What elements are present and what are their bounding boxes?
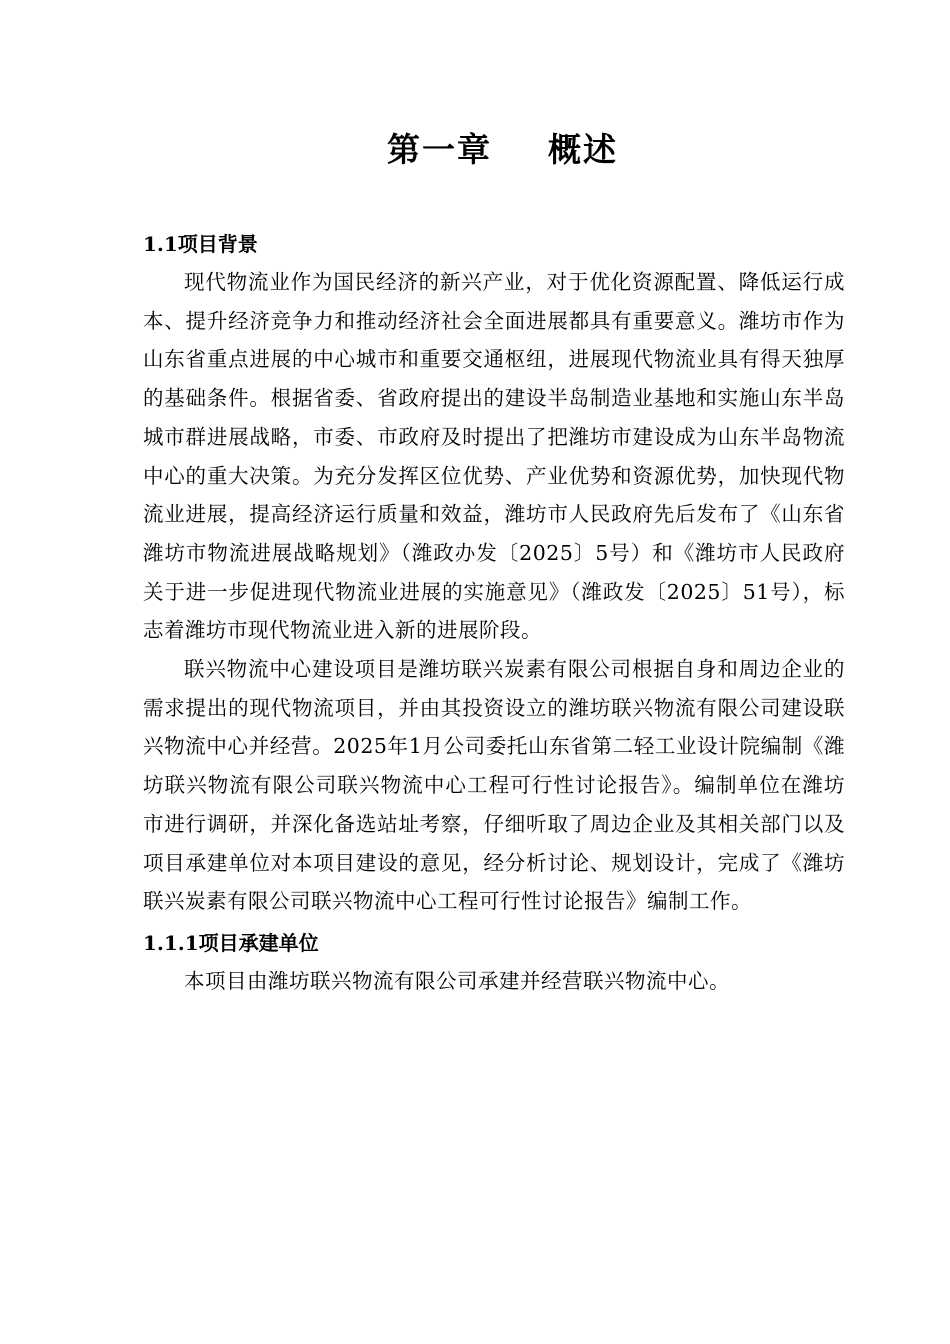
chapter-number: 第一章: [387, 130, 492, 169]
chapter-title: [0, 128, 950, 172]
document-body: [143, 226, 845, 1001]
paragraph-background-1: 现代物流业作为国民经济的新兴产业，对于优化资源配置、降低运行成本、提升经济竞争力和推动经济社会全面进展都具有重要意义。潍坊市作为山东省重点进展的中心城市和重要交通枢纽，进展现代物流业具有得天独厚的基础条件。根据省委、省政府提出的建设半岛制造业基地和实施山东半岛城市群进展战略，市委、市政府及时提出了把潍坊市建设成为山东半岛物流中心的重大决策。为充分发挥区位优势、产业优势和资源优势，加快现代物流业进展，提高经济运行质量和效益，潍坊市人民政府先后发布了《山东省潍坊市物流进展战略规划》（潍政办发〔2025〕5号）和《潍坊市人民政府关于进一步促进现代物流业进展的实施意见》（潍政发〔2025〕51号），标志着潍坊市现代物流业进入新的进展阶段。: [143, 270, 845, 643]
paragraph-contractor: 本项目由潍坊联兴物流有限公司承建并经营联兴物流中心。: [184, 968, 730, 993]
section-heading-1-1-1: 1.1.1项目承建单位: [143, 930, 319, 955]
section-heading-1-1: 1.1项目背景: [143, 232, 258, 256]
chapter-name: 概述: [548, 130, 618, 169]
paragraph-background-2: 联兴物流中心建设项目是潍坊联兴炭素有限公司根据自身和周边企业的需求提出的现代物流项目，并由其投资设立的潍坊联兴物流有限公司建设联兴物流中心并经营。2025年1月公司委托山东省第二轻工业设计院编制《潍坊联兴物流有限公司联兴物流中心工程可行性讨论报告》。编制单位在潍坊市进行调研，并深化备选站址考察，仔细听取了周边企业及其相关部门以及项目承建单位对本项目建设的意见，经分析讨论、规划设计，完成了《潍坊联兴炭素有限公司联兴物流中心工程可行性讨论报告》编制工作。: [143, 657, 845, 914]
